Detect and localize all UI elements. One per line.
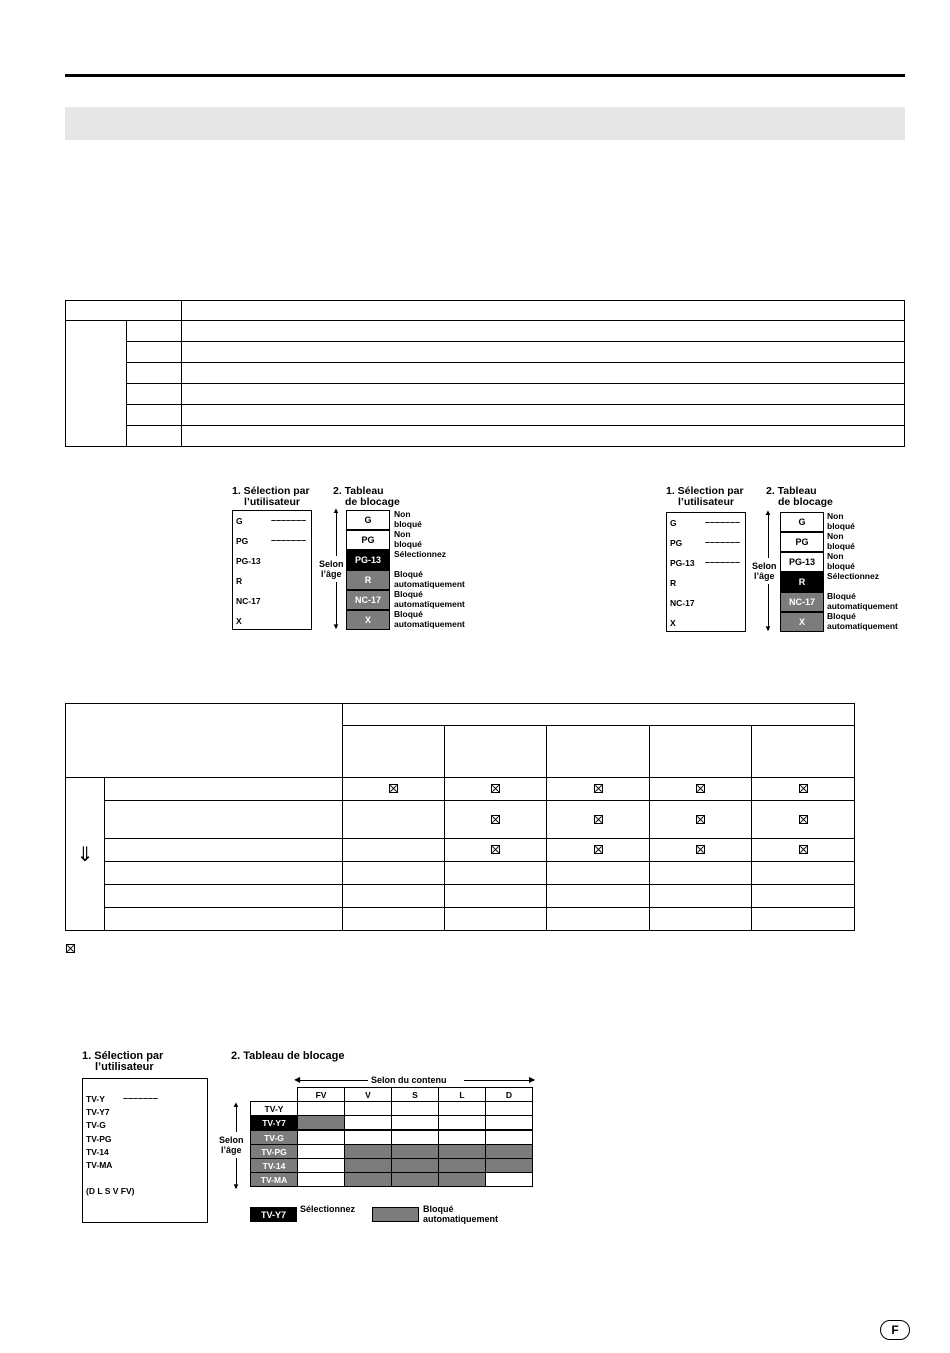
note-line: Bloqué [827,591,856,601]
note-line: Sélectionnez [827,571,879,581]
note-line: Bloqué [394,569,423,579]
tv-block-grid [250,1087,533,1187]
note-line: Bloqué [394,589,423,599]
note-line: bloqué [827,540,855,551]
age-label [319,559,344,579]
arrow-up-head-icon: ▲ [232,1100,240,1109]
page-language-marker: F [880,1320,910,1340]
checkbox-x-icon [389,784,398,793]
dash-line: ––––––– [271,535,307,545]
note-line: Non [827,511,844,521]
dash-line: ––––––– [705,557,741,567]
heading-line-1: 1. Sélection par [666,485,744,497]
age-arrow-up [336,510,337,556]
note-line: bloqué [394,538,422,549]
block-cell-blocked: NC-17 [346,590,390,610]
legend-selected-text: Sélectionnez [300,1204,356,1214]
user-item: PG-13 [670,558,695,568]
user-item: R [236,576,243,586]
top-rule [65,74,905,77]
note [394,530,422,549]
heading-line-1: 1. Sélection par [232,485,310,497]
tv-heading-block-table: 2. Tableau de blocage [231,1050,345,1062]
heading-user-selection [666,486,744,508]
note-line: automatiquement [394,598,465,609]
note [827,512,855,531]
note-line: automatiquement [827,620,898,631]
heading-line-1: 2. Tableau [333,485,384,497]
note [827,612,898,631]
legend-line: Bloqué [423,1204,454,1214]
arrow-down-head-icon: ▼ [232,1182,240,1191]
heading-user-selection [232,486,310,508]
note-line: automatiquement [394,578,465,589]
note-line: Non [394,529,411,539]
note-line: bloqué [394,518,422,529]
age-line-1: Selon [319,559,344,569]
content-arrow-left [298,1080,368,1081]
user-item: G [670,518,677,528]
age-line-1: Selon [752,561,777,571]
checkbox-x-icon [491,815,500,824]
block-cell: G [780,512,824,532]
tv-user-selection-box [82,1078,208,1223]
user-item: TV-G [86,1120,106,1130]
block-cell: PG [780,532,824,552]
heading-line-2: de blocage [345,496,400,508]
tv-guideline-table [65,703,855,931]
note-line: Non [394,509,411,519]
dash-line: ––––––– [123,1093,159,1103]
note [394,510,422,529]
checkbox-x-icon [799,845,808,854]
arrow-right-head-icon: ▶ [529,1075,536,1084]
user-selection-box [666,512,746,632]
block-cell-selected: PG-13 [346,550,390,570]
dash-line: ––––––– [705,537,741,547]
checkbox-x-icon [696,784,705,793]
legend-blocked-text [423,1205,498,1224]
column-header: D [486,1088,533,1102]
note-line: Bloqué [827,611,856,621]
user-item: NC-17 [670,598,695,608]
age-label [752,561,777,581]
heading-line-2: de blocage [778,496,833,508]
user-item: R [670,578,677,588]
note-line: bloqué [827,560,855,571]
block-cell: G [346,510,390,530]
block-cell: PG-13 [780,552,824,572]
heading-block-table [766,486,833,508]
heading-block-table [333,486,400,508]
dash-line: ––––––– [705,517,741,527]
arrow-up-head-icon: ▲ [332,506,340,515]
legend-blocked-chip [372,1207,419,1222]
heading-line-2: l’utilisateur [678,496,735,508]
note-line: Non [827,551,844,561]
checkbox-x-icon [491,784,500,793]
note [827,572,879,582]
user-item: NC-17 [236,596,261,606]
age-line-1: Selon [219,1135,244,1145]
tv-heading-user-selection [82,1051,163,1073]
checkbox-x-icon [799,784,808,793]
row-header-blocked: TV-14 [251,1159,298,1173]
note-line: Sélectionnez [394,549,446,559]
user-item: PG [236,536,249,546]
user-item: TV-14 [86,1147,109,1157]
note [394,590,465,609]
user-item: X [236,616,242,626]
note-line: Non [827,531,844,541]
checkbox-x-icon [491,845,500,854]
checkbox-x-icon [594,815,603,824]
legend-selected-chip: TV-Y7 [250,1207,297,1222]
user-item: TV-PG [86,1134,112,1144]
checkbox-x-icon [696,845,705,854]
mpaa-diagram-right [666,486,916,636]
row-header-selected: TV-Y7 [251,1116,298,1131]
column-header: S [392,1088,439,1102]
content-arrow-right [464,1080,534,1081]
age-line-2: l’âge [221,1145,242,1155]
block-cell-blocked: X [346,610,390,630]
row-header-blocked: TV-MA [251,1173,298,1187]
row-header-blocked: TV-G [251,1130,298,1145]
user-item: PG-13 [236,556,261,566]
block-cell-blocked: R [346,570,390,590]
age-line-2: l’âge [321,569,342,579]
note-line: automatiquement [394,618,465,629]
legend-checkbox-x-icon [66,944,75,953]
arrow-up-head-icon: ▲ [764,508,772,517]
row-header: TV-Y [251,1102,298,1116]
user-footer: (D L S V FV) [86,1186,135,1196]
note [827,552,855,571]
mpaa-diagram-left [232,486,492,636]
block-cell: PG [346,530,390,550]
user-item: X [670,618,676,628]
tv-age-label [219,1135,244,1155]
column-header: V [345,1088,392,1102]
column-header: L [439,1088,486,1102]
block-cell-selected: R [780,572,824,592]
note-line: Bloqué [394,609,423,619]
checkbox-x-icon [696,815,705,824]
age-line-2: l’âge [754,571,775,581]
checkbox-x-icon [594,845,603,854]
note [394,570,465,589]
column-header: FV [298,1088,345,1102]
section-header-band [65,107,905,140]
age-arrow-up [768,512,769,558]
note-line: bloqué [827,520,855,531]
arrow-left-head-icon: ◀ [294,1075,301,1084]
note-line: automatiquement [827,600,898,611]
note [394,610,465,629]
note [827,592,898,611]
content-label: Selon du contenu [371,1075,447,1085]
row-header-blocked: TV-PG [251,1145,298,1159]
heading-line-1: 1. Sélection par [82,1050,164,1062]
dash-line: ––––––– [271,515,307,525]
checkbox-x-icon [594,784,603,793]
block-cell-blocked: X [780,612,824,632]
block-cell-blocked: NC-17 [780,592,824,612]
user-item: G [236,516,243,526]
heading-line-2: l’utilisateur [244,496,301,508]
legend-line: automatiquement [423,1213,499,1224]
down-arrow-icon: ⇓ [76,843,94,866]
heading-line-1: 2. Tableau [766,485,817,497]
user-item: PG [670,538,683,548]
checkbox-x-icon [799,815,808,824]
user-selection-box [232,510,312,630]
heading-line-2: l’utilisateur [95,1061,154,1073]
note [827,532,855,551]
user-item: TV-MA [86,1160,113,1170]
arrow-down-head-icon: ▼ [332,622,340,631]
user-item: TV-Y7 [86,1107,110,1117]
user-item: TV-Y [86,1094,105,1104]
rating-table [65,300,905,447]
arrow-down-head-icon: ▼ [764,624,772,633]
note [394,550,446,560]
